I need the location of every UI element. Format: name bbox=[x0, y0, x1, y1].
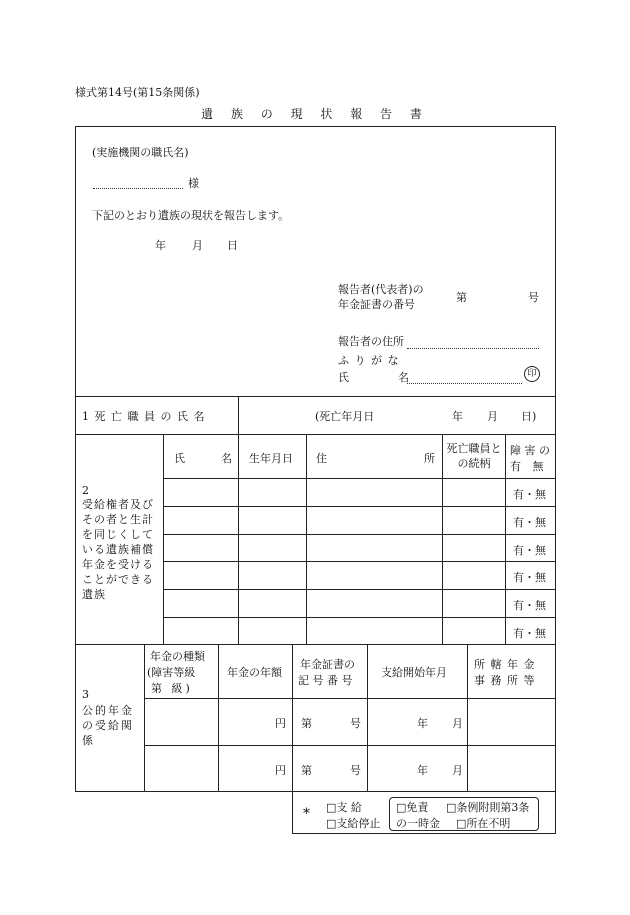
divider bbox=[467, 644, 468, 792]
deceased-name-field[interactable] bbox=[239, 398, 309, 432]
reporter-cert-label-2: 年金証書の番号 bbox=[338, 298, 415, 311]
divider bbox=[238, 434, 239, 644]
reporter-cert-label-1: 報告者(代表者)の bbox=[338, 283, 424, 296]
header-pension-type-3: 第 級) bbox=[151, 682, 193, 695]
divider bbox=[163, 478, 556, 479]
cert-go-label: 号 bbox=[350, 764, 361, 777]
cert-dai-label: 第 bbox=[456, 291, 467, 304]
start-year-label: 年 bbox=[417, 717, 428, 730]
header-office-1: 所 轄 年 金 bbox=[474, 658, 536, 671]
page-title: 遺 族 の 現 状 報 告 書 bbox=[201, 107, 429, 121]
header-pension-type-2: (障害等級 bbox=[147, 666, 196, 679]
divider bbox=[163, 434, 164, 644]
divider bbox=[75, 434, 556, 435]
unknown-location-checkbox[interactable]: □所在不明 bbox=[456, 817, 511, 830]
divider bbox=[505, 434, 506, 644]
section3-label: 公的年金の受給関係 bbox=[82, 704, 134, 747]
lump-sum-label: の一時金 bbox=[396, 817, 440, 830]
divider bbox=[144, 644, 145, 792]
start-year-label: 年 bbox=[417, 764, 428, 777]
header-pension-type-1: 年金の種類 bbox=[150, 650, 205, 663]
divider bbox=[144, 745, 556, 746]
divider bbox=[75, 644, 556, 645]
institution-field[interactable] bbox=[93, 188, 183, 189]
death-year-label: 年 bbox=[452, 410, 463, 423]
header-amount: 年金の年額 bbox=[227, 666, 282, 679]
disability-option[interactable]: 有・無 bbox=[513, 599, 546, 612]
divider bbox=[292, 644, 293, 792]
divider bbox=[75, 396, 556, 397]
divider bbox=[144, 698, 556, 699]
cert-dai-label: 第 bbox=[301, 717, 312, 730]
payment-stop-checkbox[interactable]: □支給停止 bbox=[326, 817, 381, 830]
header-disability-2: 有 無 bbox=[510, 460, 548, 473]
asterisk-mark: * bbox=[303, 806, 310, 822]
disability-option[interactable]: 有・無 bbox=[513, 488, 546, 501]
payment-checkbox[interactable]: □支 給 bbox=[326, 801, 362, 814]
header-dob: 生年月日 bbox=[249, 452, 293, 465]
yen-label: 円 bbox=[275, 764, 286, 777]
yen-label: 円 bbox=[275, 717, 286, 730]
divider bbox=[163, 561, 556, 562]
disability-option[interactable]: 有・無 bbox=[513, 627, 546, 640]
header-address-1: 住 bbox=[316, 452, 327, 465]
seal-icon: 印 bbox=[524, 366, 540, 382]
header-relation: 死亡職員との続柄 bbox=[446, 442, 502, 470]
name-label-2: 名 bbox=[398, 371, 409, 384]
form-number: 様式第14号(第15条関係) bbox=[75, 86, 200, 99]
death-day-label: 日) bbox=[521, 410, 537, 423]
intro-text: 下記のとおり遺族の現状を報告します。 bbox=[92, 209, 290, 222]
divider bbox=[163, 589, 556, 590]
supplement-checkbox[interactable]: □条例附則第3条 bbox=[446, 801, 530, 814]
divider bbox=[163, 617, 556, 618]
header-address-2: 所 bbox=[424, 452, 435, 465]
address-field[interactable] bbox=[407, 348, 539, 349]
header-office-2: 事 務 所 等 bbox=[474, 674, 536, 687]
date-year-label: 年 bbox=[155, 239, 166, 252]
disability-option[interactable]: 有・無 bbox=[513, 544, 546, 557]
header-start: 支給開始年月 bbox=[381, 666, 447, 679]
date-month-label: 月 bbox=[192, 239, 203, 252]
start-month-label: 月 bbox=[452, 717, 463, 730]
header-cert-1: 年金証書の bbox=[300, 658, 355, 671]
header-disability-1: 障 害 の bbox=[510, 444, 550, 457]
name-label-1: 氏 bbox=[338, 371, 349, 384]
sama-label: 様 bbox=[188, 177, 199, 190]
divider bbox=[306, 434, 307, 644]
furigana-label: ふ り が な bbox=[338, 354, 400, 367]
cert-dai-label: 第 bbox=[301, 764, 312, 777]
divider bbox=[442, 434, 443, 644]
date-day-label: 日 bbox=[227, 239, 238, 252]
death-month-label: 月 bbox=[487, 410, 498, 423]
institution-label: (実施機関の職氏名) bbox=[92, 146, 189, 159]
header-name-1: 氏 bbox=[174, 452, 185, 465]
section3-number: 3 bbox=[82, 688, 89, 701]
death-date-label: (死亡年月日 bbox=[315, 410, 375, 423]
disability-option[interactable]: 有・無 bbox=[513, 516, 546, 529]
deceased-name-label: 1 死 亡 職 員 の 氏 名 bbox=[82, 410, 206, 423]
exempt-checkbox[interactable]: □免責 bbox=[396, 801, 429, 814]
section2-number: 2 bbox=[82, 484, 89, 497]
header-cert-2: 記 号 番 号 bbox=[298, 674, 353, 687]
address-label: 報告者の住所 bbox=[338, 335, 404, 348]
section2-label: 受給権者及びその者と生計を同じくしている遺族補償年金を受けることができる遺族 bbox=[82, 498, 154, 601]
reporter-name-field[interactable] bbox=[407, 383, 522, 384]
divider bbox=[367, 644, 368, 792]
header-name-2: 名 bbox=[221, 452, 232, 465]
divider bbox=[163, 534, 556, 535]
divider bbox=[218, 644, 219, 792]
reporter-cert-number-field[interactable] bbox=[470, 284, 524, 302]
cert-go-label: 号 bbox=[350, 717, 361, 730]
start-month-label: 月 bbox=[452, 764, 463, 777]
divider bbox=[163, 506, 556, 507]
cert-go-label: 号 bbox=[528, 291, 539, 304]
disability-option[interactable]: 有・無 bbox=[513, 571, 546, 584]
